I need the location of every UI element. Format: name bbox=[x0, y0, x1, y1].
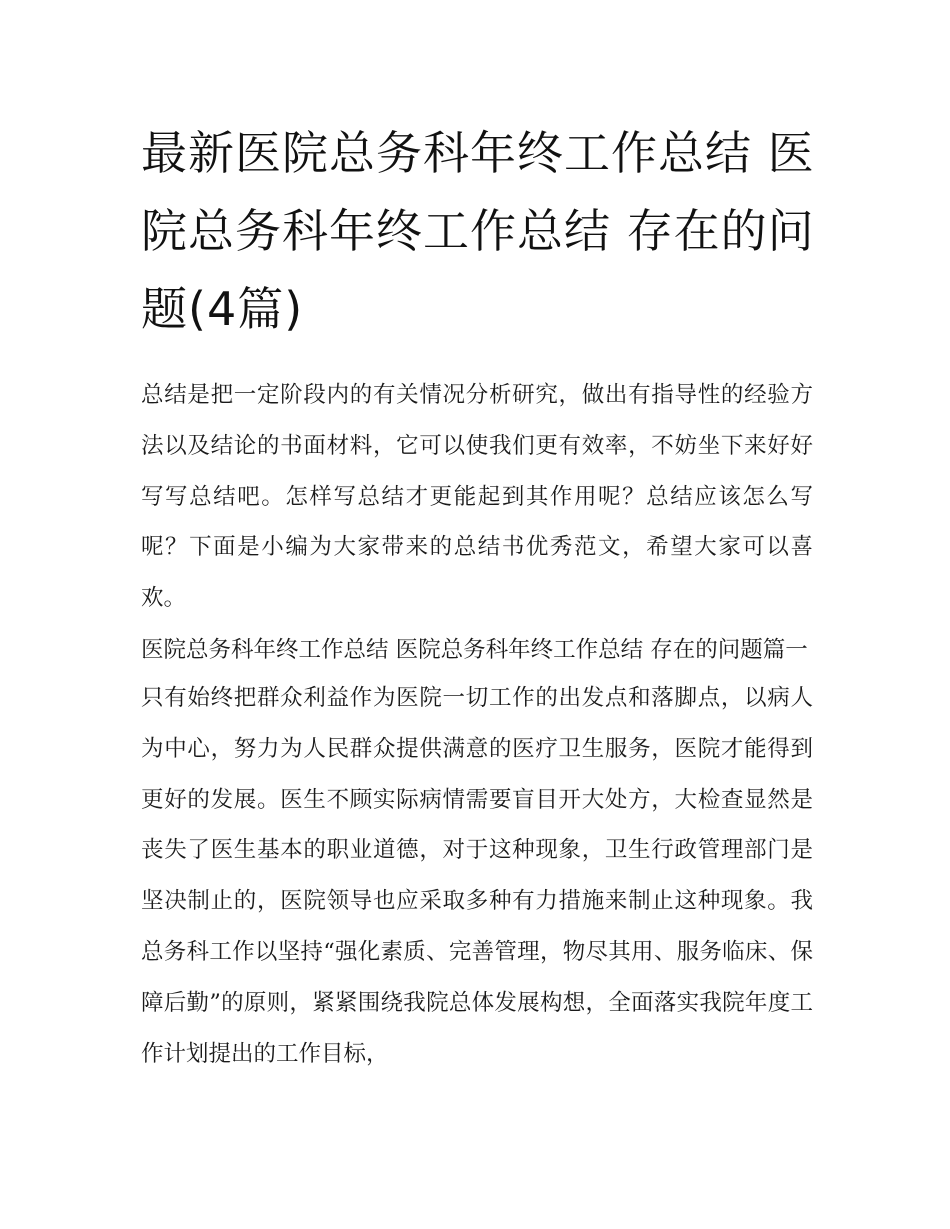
section-heading-wrap bbox=[141, 628, 813, 673]
document-page bbox=[141, 114, 813, 1079]
section-heading: 医院总务科年终工作总结 医院总务科年终工作总结 存在的问题篇一 bbox=[141, 636, 808, 663]
section-body-paragraph: 只有始终把群众利益作为医院一切工作的出发点和落脚点，以病人为中心，努力为人民群众提供满意的医疗卫生服务，医院才能得到更好的发展。医生不顾实际病情需要盲目开大处方，大检查显然是丧失了医生基本的职业道德，对于这种现象，卫生行政管理部门是坚决制止的，医院领导也应采取多种有力措施来制止这种现象。我总务科工作以坚持“强化素质、完善管理，物尽其用、服务临床、保障后勤”的原则，紧紧围绕我院总体发展构想，全面落实我院年度工作计划提出的工作目标， bbox=[141, 684, 813, 1067]
intro-paragraph: 总结是把一定阶段内的有关情况分析研究，做出有指导性的经验方法以及结论的书面材料，它可以使我们更有效率，不妨坐下来好好写写总结吧。怎样写总结才更能起到其作用呢？总结应该怎么写呢？下面是小编为大家带来的总结书优秀范文，希望大家可以喜欢。 bbox=[141, 382, 813, 612]
document-title: 最新医院总务科年终工作总结 医院总务科年终工作总结 存在的问题(4篇) bbox=[141, 126, 815, 336]
